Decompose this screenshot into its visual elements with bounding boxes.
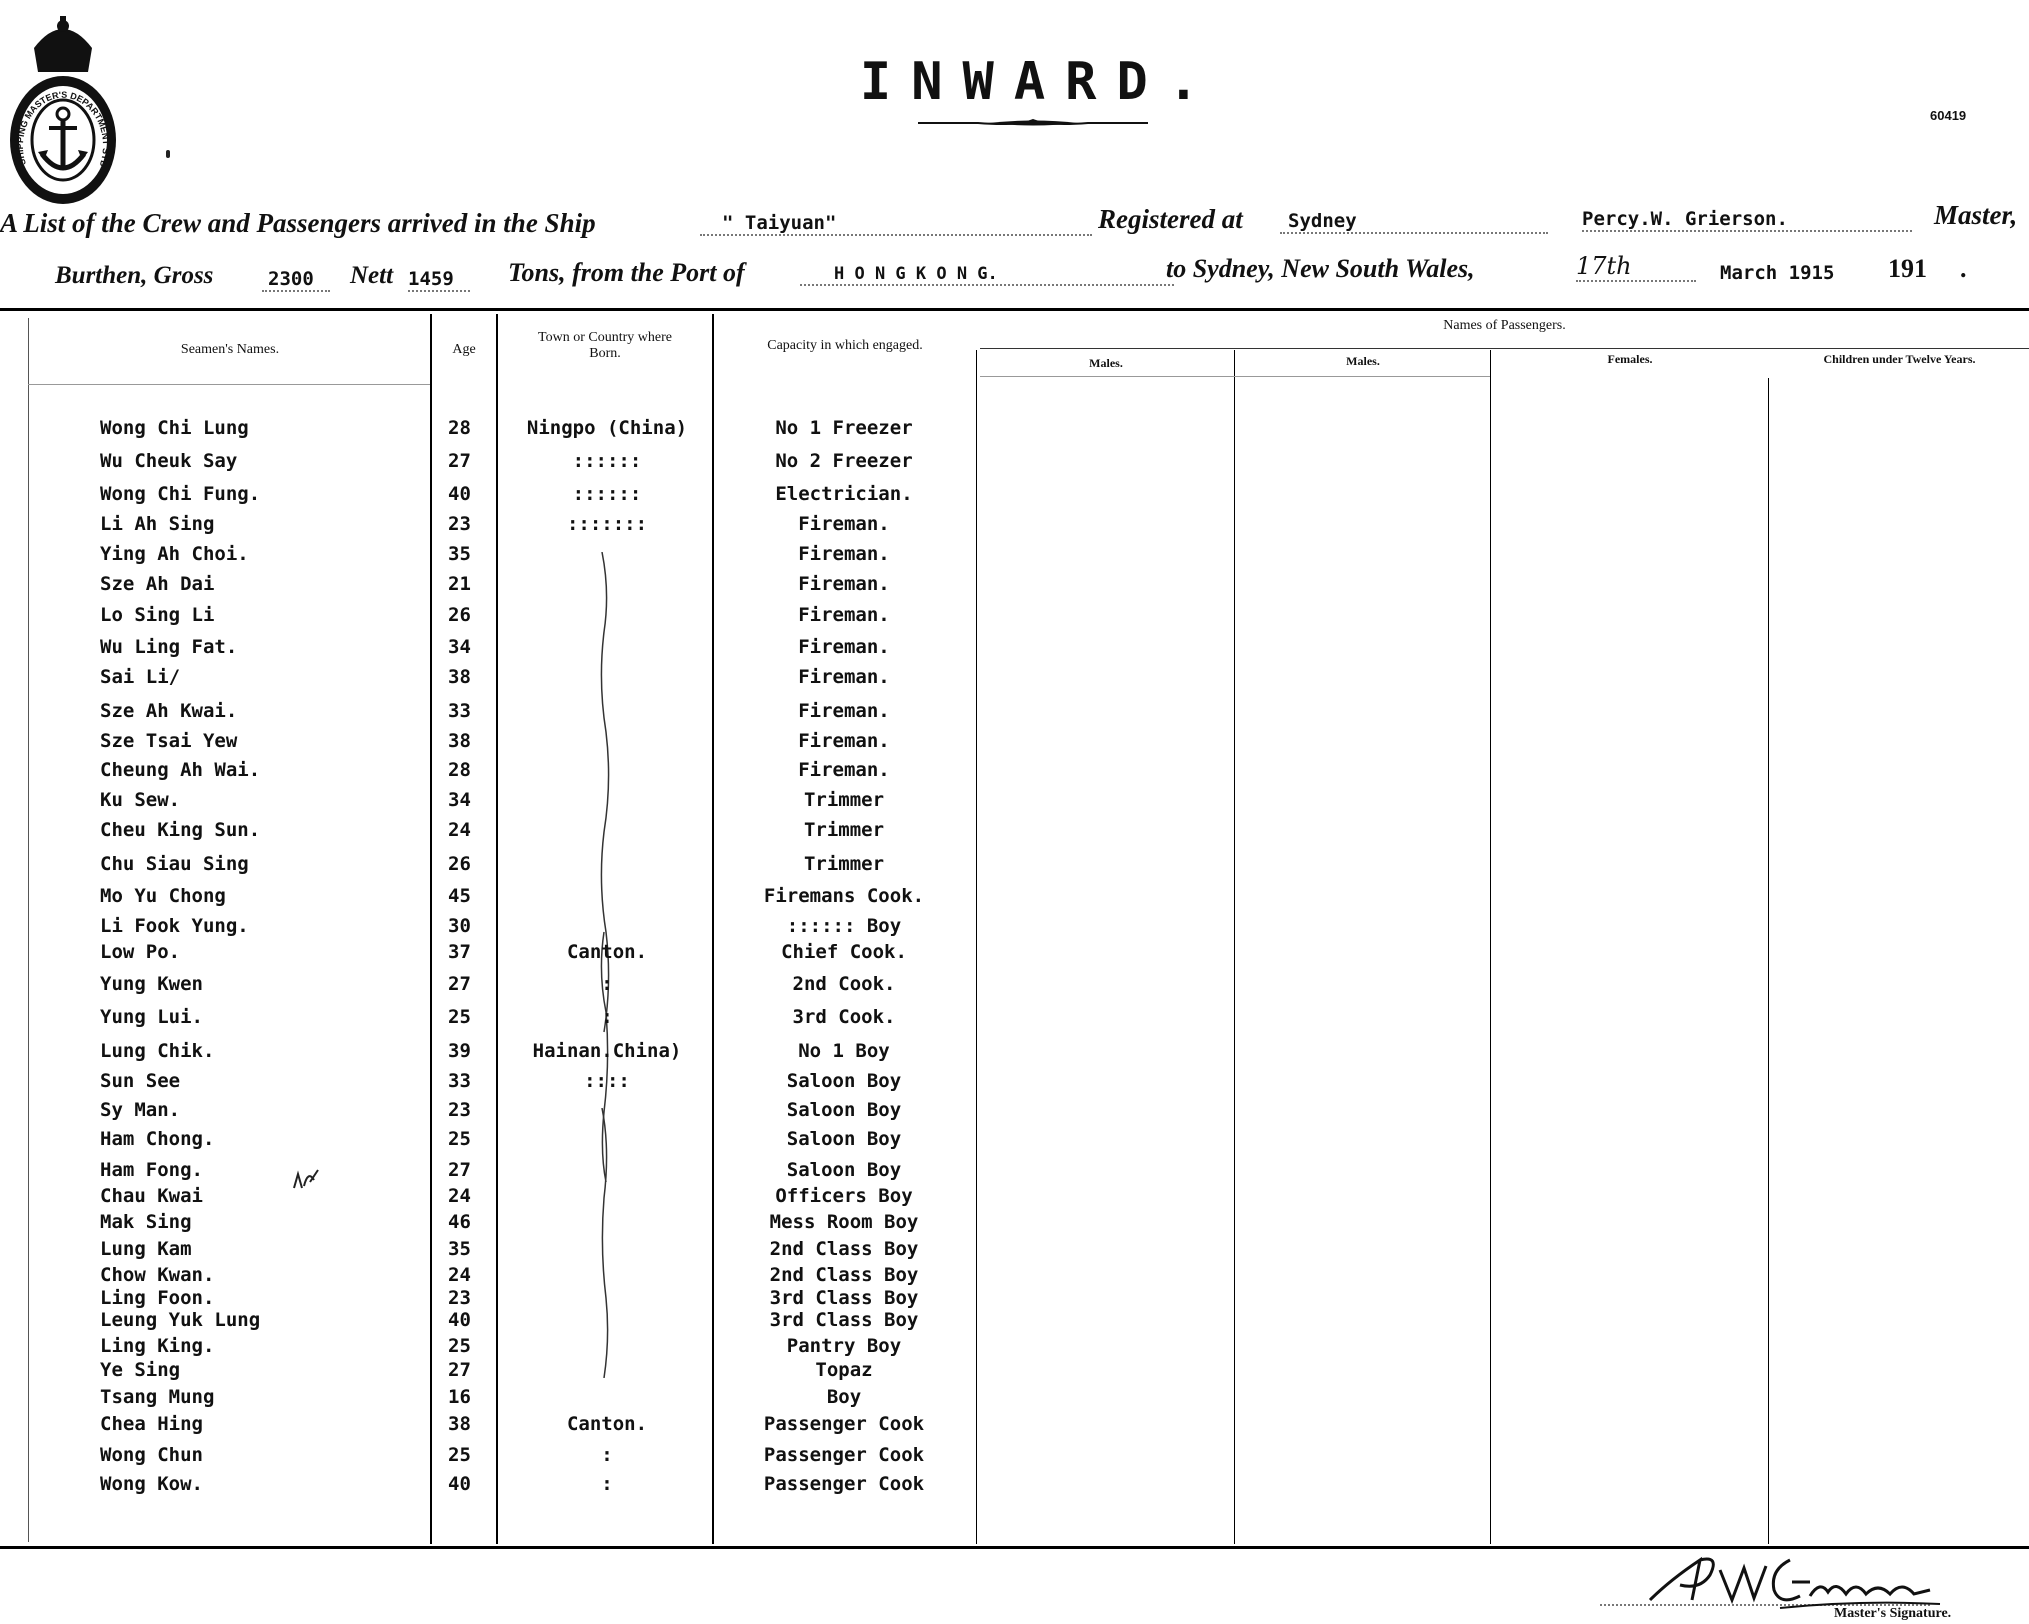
crew-row	[0, 698, 1000, 724]
crew-row	[0, 541, 1000, 567]
crew-name: Ham Chong.	[100, 1128, 215, 1150]
nett-label: Nett	[350, 262, 394, 289]
crew-age: 24	[448, 1185, 471, 1207]
date-handwritten: 17th	[1576, 252, 1696, 282]
names-header-rule	[28, 384, 430, 385]
crew-capacity: Passenger Cook	[763, 1473, 925, 1495]
crew-capacity: Passenger Cook	[763, 1444, 925, 1466]
form-number: 60419	[1930, 108, 1967, 123]
crew-row	[0, 1038, 1000, 1064]
crew-name: Li Ah Sing	[100, 513, 215, 535]
crew-capacity: 3rd Class Boy	[769, 1287, 919, 1309]
crew-capacity: Boy	[826, 1386, 862, 1408]
crew-age: 27	[448, 1359, 471, 1381]
crew-row	[0, 481, 1000, 507]
col-header-males-2: Males.	[1346, 354, 1380, 368]
crew-age: 34	[448, 636, 471, 658]
crew-name: Sze Tsai Yew	[100, 730, 238, 752]
crew-row	[0, 1157, 1000, 1183]
col-header-town: Town or Country where Born.	[538, 330, 672, 361]
crew-capacity: Electrician.	[775, 483, 913, 505]
title-underline	[918, 118, 1148, 128]
crew-name: Mo Yu Chong	[100, 885, 226, 907]
crew-age: 35	[448, 1238, 471, 1260]
crew-name: Yung Lui.	[100, 1006, 203, 1028]
col-header-males-1: Males.	[1089, 356, 1123, 370]
crew-capacity: Trimmer	[803, 789, 885, 811]
crew-row	[0, 571, 1000, 597]
crew-capacity: No 2 Freezer	[775, 450, 913, 472]
master-label: Master,	[1934, 200, 2018, 230]
crew-age: 26	[448, 853, 471, 875]
crew-name: Leung Yuk Lung	[100, 1309, 261, 1331]
crew-name: Lung Kam	[100, 1238, 192, 1260]
crew-row	[0, 883, 1000, 909]
crew-row	[0, 1126, 1000, 1152]
stray-mark	[166, 150, 170, 158]
to-sydney-label: to Sydney, New South Wales,	[1166, 254, 1475, 283]
crew-row	[0, 448, 1000, 474]
crew-row	[0, 1411, 1000, 1437]
crew-birthplace: ::::	[584, 1070, 630, 1092]
crew-birthplace: Hainan.China)	[532, 1040, 682, 1062]
crew-name: Chau Kwai	[100, 1185, 203, 1207]
crew-age: 38	[448, 666, 471, 688]
crew-name: Ling King.	[100, 1335, 215, 1357]
crew-name: Ku Sew.	[100, 789, 181, 811]
crew-row	[0, 1307, 1000, 1333]
crew-birthplace: Canton.	[566, 941, 648, 963]
crew-name: Wong Kow.	[100, 1473, 203, 1495]
margin-initials	[292, 1166, 322, 1192]
crew-capacity: Pantry Boy	[786, 1335, 902, 1357]
crew-capacity: Saloon Boy	[786, 1128, 902, 1150]
crew-row	[0, 511, 1000, 537]
crew-row	[0, 634, 1000, 660]
date-typed: March 1915	[1720, 262, 1835, 284]
crew-name: Sze Ah Kwai.	[100, 700, 238, 722]
master-signature-label: Master's Signature.	[1834, 1606, 1952, 1621]
crew-name: Wu Ling Fat.	[100, 636, 238, 658]
crew-age: 23	[448, 1099, 471, 1121]
crew-capacity: Fireman.	[798, 759, 890, 781]
crew-capacity: Mess Room Boy	[769, 1211, 919, 1233]
crew-age: 33	[448, 1070, 471, 1092]
crew-age: 33	[448, 700, 471, 722]
crew-capacity: Trimmer	[803, 819, 885, 841]
crew-age: 23	[448, 513, 471, 535]
master-name: Percy.W. Grierson.	[1582, 208, 1912, 232]
crew-age: 25	[448, 1335, 471, 1357]
crew-row	[0, 1097, 1000, 1123]
crew-name: Wong Chun	[100, 1444, 203, 1466]
year-prefix: 191	[1888, 254, 1927, 283]
crew-birthplace: :	[601, 1444, 613, 1466]
year-end: .	[1960, 254, 1967, 283]
crew-capacity: Fireman.	[798, 636, 890, 658]
crew-name: Chea Hing	[100, 1413, 203, 1435]
crew-age: 23	[448, 1287, 471, 1309]
header-line1-prefix: A List of the Crew and Passengers arrived in the Ship	[0, 208, 596, 238]
crew-row	[0, 1471, 1000, 1497]
crew-capacity: Topaz	[815, 1359, 873, 1381]
crew-name: Ling Foon.	[100, 1287, 215, 1309]
crew-birthplace: :	[601, 1473, 613, 1495]
seal-text: SHIPPING MASTER'S DEPARTMENT SYD	[14, 89, 112, 169]
crew-name: Ham Fong.	[100, 1159, 203, 1181]
burthen-label: Burthen, Gross	[55, 262, 214, 289]
crew-capacity: Saloon Boy	[786, 1070, 902, 1092]
crew-name: Li Fook Yung.	[100, 915, 249, 937]
crew-birthplace: ::::::	[572, 483, 642, 505]
crew-capacity: Fireman.	[798, 730, 890, 752]
nett-tonnage: 1459	[408, 268, 470, 292]
gross-tonnage: 2300	[262, 268, 330, 292]
crew-row	[0, 913, 1000, 939]
crew-age: 38	[448, 730, 471, 752]
col-header-females: Females.	[1607, 352, 1653, 366]
crew-age: 40	[448, 1309, 471, 1331]
crew-age: 25	[448, 1444, 471, 1466]
crew-row	[0, 971, 1000, 997]
crew-capacity: Fireman.	[798, 513, 890, 535]
crew-capacity: Fireman.	[798, 666, 890, 688]
crew-capacity: Saloon Boy	[786, 1159, 902, 1181]
crew-capacity: Saloon Boy	[786, 1099, 902, 1121]
crew-capacity: Fireman.	[798, 700, 890, 722]
crew-name: Cheu King Sun.	[100, 819, 261, 841]
crew-name: Chow Kwan.	[100, 1264, 215, 1286]
crew-row	[0, 1004, 1000, 1030]
crew-name: Sai Li/	[100, 666, 181, 688]
crew-age: 45	[448, 885, 471, 907]
passengers-subheader-rule	[980, 348, 2029, 349]
crew-name: Tsang Mung	[100, 1386, 215, 1408]
crew-age: 28	[448, 417, 471, 439]
crew-age: 40	[448, 1473, 471, 1495]
crew-capacity: 3rd Class Boy	[769, 1309, 919, 1331]
crew-name: Ying Ah Choi.	[100, 543, 249, 565]
crew-capacity: 2nd Class Boy	[769, 1238, 919, 1260]
crew-capacity: Officers Boy	[775, 1185, 913, 1207]
port-from: H O N G K O N G.	[800, 264, 1174, 286]
crew-age: 39	[448, 1040, 471, 1062]
crew-age: 30	[448, 915, 471, 937]
col-header-capacity: Capacity in which engaged.	[767, 338, 923, 353]
crew-capacity: Chief Cook.	[781, 941, 907, 963]
crew-birthplace: Canton.	[566, 1413, 648, 1435]
col-header-names: Seamen's Names.	[180, 342, 280, 357]
crew-name: Wu Cheuk Say	[100, 450, 238, 472]
crew-row	[0, 1209, 1000, 1235]
crew-birthplace: :	[601, 1006, 613, 1028]
crew-age: 40	[448, 483, 471, 505]
divider-females-children	[1768, 378, 1769, 1544]
crew-row	[0, 602, 1000, 628]
divider-males-females	[1490, 350, 1491, 1544]
crew-name: Low Po.	[100, 941, 181, 963]
crew-age: 16	[448, 1386, 471, 1408]
crew-row	[0, 1068, 1000, 1094]
ship-name: " Taiyuan"	[700, 212, 1092, 236]
crew-capacity: Fireman.	[798, 573, 890, 595]
crew-capacity: No 1 Freezer	[775, 417, 913, 439]
crew-row	[0, 664, 1000, 690]
col-header-passengers: Names of Passengers.	[1443, 318, 1566, 333]
registered-label: Registered at	[1098, 204, 1243, 234]
crew-age: 24	[448, 1264, 471, 1286]
crew-birthplace: ::::::	[572, 450, 642, 472]
table-top-rule	[0, 308, 2029, 311]
crew-birthplace: Ningpo (China)	[526, 417, 688, 439]
crew-name: Sun See	[100, 1070, 181, 1092]
crew-age: 46	[448, 1211, 471, 1233]
crew-capacity: Passenger Cook	[763, 1413, 925, 1435]
divider-males-males	[1234, 350, 1235, 1544]
crew-age: 27	[448, 450, 471, 472]
crew-age: 35	[448, 543, 471, 565]
crew-capacity: 3rd Cook.	[792, 1006, 896, 1028]
crew-name: Sze Ah Dai	[100, 573, 215, 595]
page-title: INWARD.	[859, 52, 1220, 112]
col-header-children: Children under Twelve Years.	[1823, 352, 1976, 366]
crew-name: Wong Chi Fung.	[100, 483, 261, 505]
crew-age: 27	[448, 1159, 471, 1181]
crew-name: Lung Chik.	[100, 1040, 215, 1062]
col-header-age: Age	[452, 342, 476, 357]
crew-row	[0, 1183, 1000, 1209]
crew-birthplace: :::::::	[566, 513, 648, 535]
crew-capacity: No 1 Boy	[798, 1040, 890, 1062]
crew-capacity: :::::: Boy	[786, 915, 902, 937]
crew-name: Wong Chi Lung	[100, 417, 249, 439]
crew-row	[0, 415, 1000, 441]
crew-row	[0, 1442, 1000, 1468]
crew-row	[0, 787, 1000, 813]
tons-from-label: Tons, from the Port of	[508, 258, 745, 287]
crew-birthplace: :	[601, 973, 613, 995]
crew-row	[0, 1333, 1000, 1359]
crew-age: 25	[448, 1128, 471, 1150]
crew-name: Ye Sing	[100, 1359, 181, 1381]
males-header-rule	[980, 376, 1490, 377]
crew-row	[0, 851, 1000, 877]
crew-capacity: Trimmer	[803, 853, 885, 875]
crew-row	[0, 1236, 1000, 1262]
crew-row	[0, 1384, 1000, 1410]
crew-capacity: 2nd Cook.	[792, 973, 896, 995]
crew-age: 25	[448, 1006, 471, 1028]
crew-name: Yung Kwen	[100, 973, 203, 995]
crew-age: 26	[448, 604, 471, 626]
crew-age: 27	[448, 973, 471, 995]
crew-name: Lo Sing Li	[100, 604, 215, 626]
crew-age: 24	[448, 819, 471, 841]
crew-age: 21	[448, 573, 471, 595]
crew-name: Mak Sing	[100, 1211, 192, 1233]
crew-row	[0, 1357, 1000, 1383]
crew-row	[0, 728, 1000, 754]
crew-age: 34	[448, 789, 471, 811]
crew-capacity: Firemans Cook.	[763, 885, 925, 907]
crew-name: Cheung Ah Wai.	[100, 759, 261, 781]
crew-capacity: Fireman.	[798, 604, 890, 626]
registered-port: Sydney	[1280, 210, 1548, 234]
crew-name: Sy Man.	[100, 1099, 181, 1121]
crew-age: 37	[448, 941, 471, 963]
crew-capacity: 2nd Class Boy	[769, 1264, 919, 1286]
crew-name: Chu Siau Sing	[100, 853, 249, 875]
crew-age: 38	[448, 1413, 471, 1435]
crew-row	[0, 939, 1000, 965]
crew-row	[0, 757, 1000, 783]
crew-capacity: Fireman.	[798, 543, 890, 565]
crew-row	[0, 817, 1000, 843]
crew-age: 28	[448, 759, 471, 781]
